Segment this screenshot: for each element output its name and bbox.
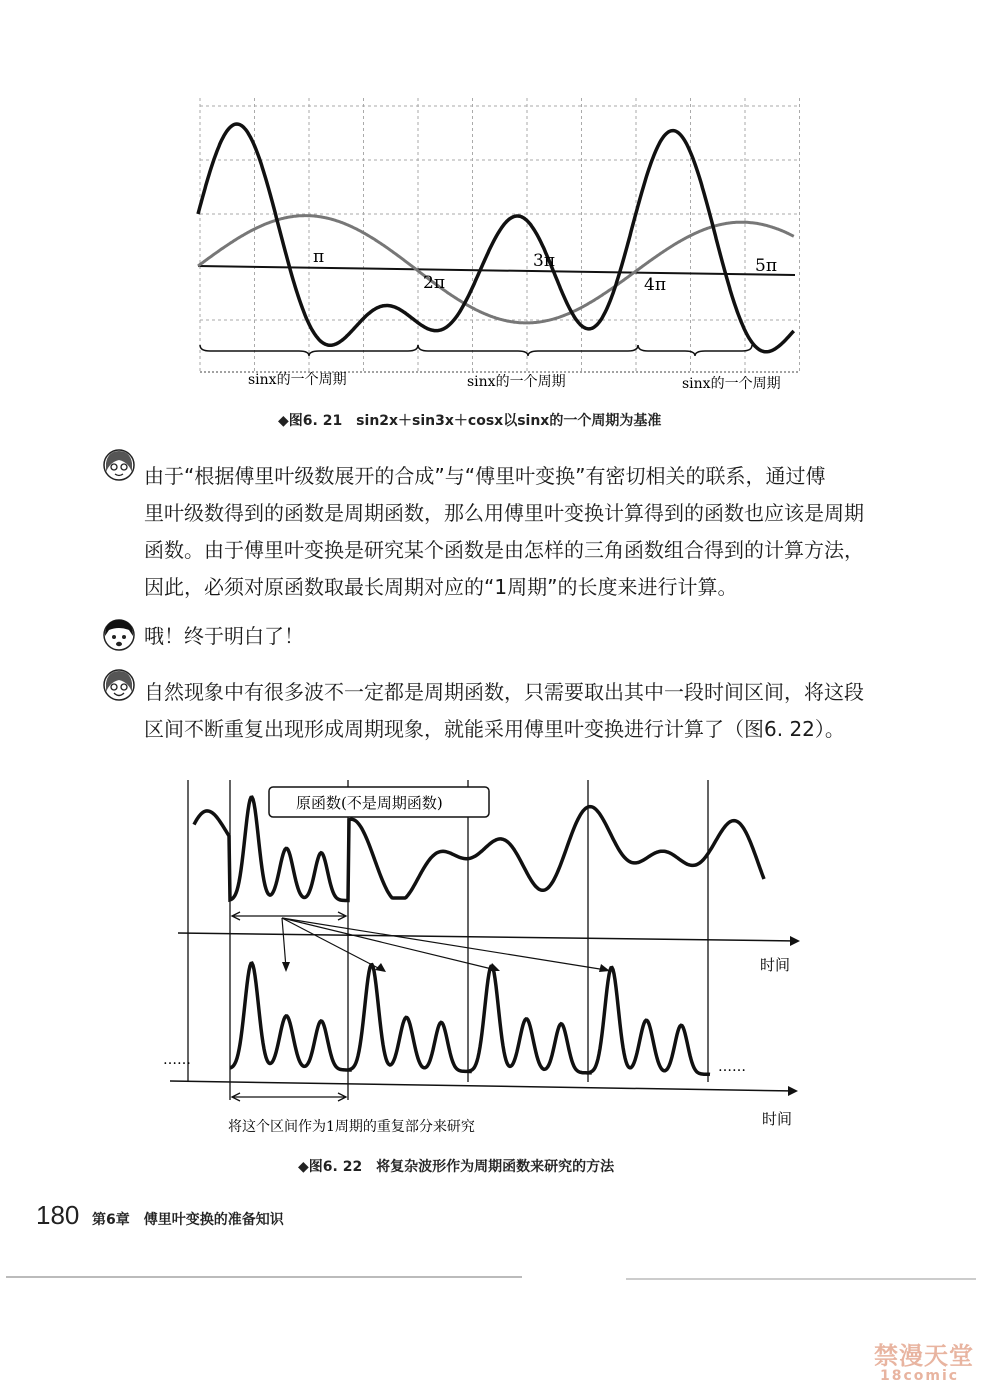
original-function-label: 原函数(不是周期函数) — [296, 794, 443, 812]
watermark-logo: 禁漫天堂 — [874, 1342, 974, 1370]
time-axis-bottom — [170, 1081, 796, 1091]
time-label-bottom: 时间 — [762, 1110, 793, 1128]
figure-6-22-caption: ◆图6. 22 将复杂波形作为周期函数来研究的方法 — [298, 1159, 615, 1175]
paragraph-line: 里叶级数得到的函数是周期函数，那么用傅里叶变换计算得到的函数也应该是周期 — [144, 501, 864, 525]
3pi-label: 3π — [533, 251, 555, 271]
paragraph-line: 自然现象中有很多波不一定都是周期函数，只需要取出其中一段时间区间，将这段 — [144, 680, 864, 704]
copy-arrows — [282, 918, 606, 970]
period-brace — [638, 345, 752, 356]
grid — [200, 98, 800, 372]
x-axis — [198, 266, 795, 275]
period-braces — [200, 345, 752, 356]
ellipsis-left: …… — [163, 1052, 191, 1068]
paragraph-line: 由于“根据傅里叶级数展开的合成”与“傅里叶变换”有密切相关的联系，通过傅 — [144, 464, 826, 488]
paragraph-3 — [144, 674, 864, 748]
brace-label-3: sinx的一个周期 — [682, 376, 781, 392]
period-brace — [418, 345, 638, 356]
brace-label-1: sinx的一个周期 — [248, 372, 347, 388]
divider — [6, 1276, 522, 1278]
arrowhead-icons — [282, 962, 610, 972]
axis-arrow-icon — [788, 1086, 798, 1096]
interval-label: 将这个区间作为1周期的重复部分来研究 — [228, 1119, 475, 1135]
axis-arrow-icon — [790, 936, 800, 946]
figure-6-21-caption: ◆图6. 21 sin2x＋sin3x＋cosx以sinx的一个周期为基准 — [278, 413, 662, 429]
5pi-label: 5π — [755, 256, 777, 276]
watermark-logo-sub: 18comic — [880, 1368, 960, 1384]
paragraph-line: 函数。由于傅里叶变换是研究某个函数是由怎样的三角函数组合得到的计算方法， — [144, 538, 864, 562]
2pi-label: 2π — [423, 273, 445, 293]
chapter-title: 第6章 傅里叶变换的准备知识 — [92, 1212, 284, 1228]
brace-label-2: sinx的一个周期 — [467, 374, 566, 390]
paragraph-2 — [144, 618, 304, 655]
periodic-wave — [230, 963, 710, 1074]
character-avatar-icon — [102, 448, 136, 482]
paragraph-line: 哦！终于明白了！ — [144, 624, 304, 648]
paragraph-line: 因此，必须对原函数取最长周期对应的“1周期”的长度来进行计算。 — [144, 575, 738, 599]
pi-label: π — [313, 247, 325, 267]
interval-marker-bottom — [232, 1093, 346, 1101]
ellipsis-right: …… — [718, 1059, 746, 1075]
paragraph-1 — [144, 458, 864, 606]
character-avatar-icon — [102, 618, 136, 652]
character-avatar-icon — [102, 668, 136, 702]
time-label-top: 时间 — [760, 956, 791, 974]
figure-6-21 — [0, 0, 984, 400]
divider — [626, 1278, 976, 1280]
4pi-label: 4π — [644, 275, 666, 295]
time-axis-top — [178, 933, 798, 941]
paragraph-line: 区间不断重复出现形成周期现象，就能采用傅里叶变换进行计算了（图6. 22）。 — [144, 717, 845, 741]
figure-6-22 — [0, 770, 984, 1150]
sinx-wave — [198, 216, 794, 323]
page-number: 180 — [36, 1200, 80, 1230]
